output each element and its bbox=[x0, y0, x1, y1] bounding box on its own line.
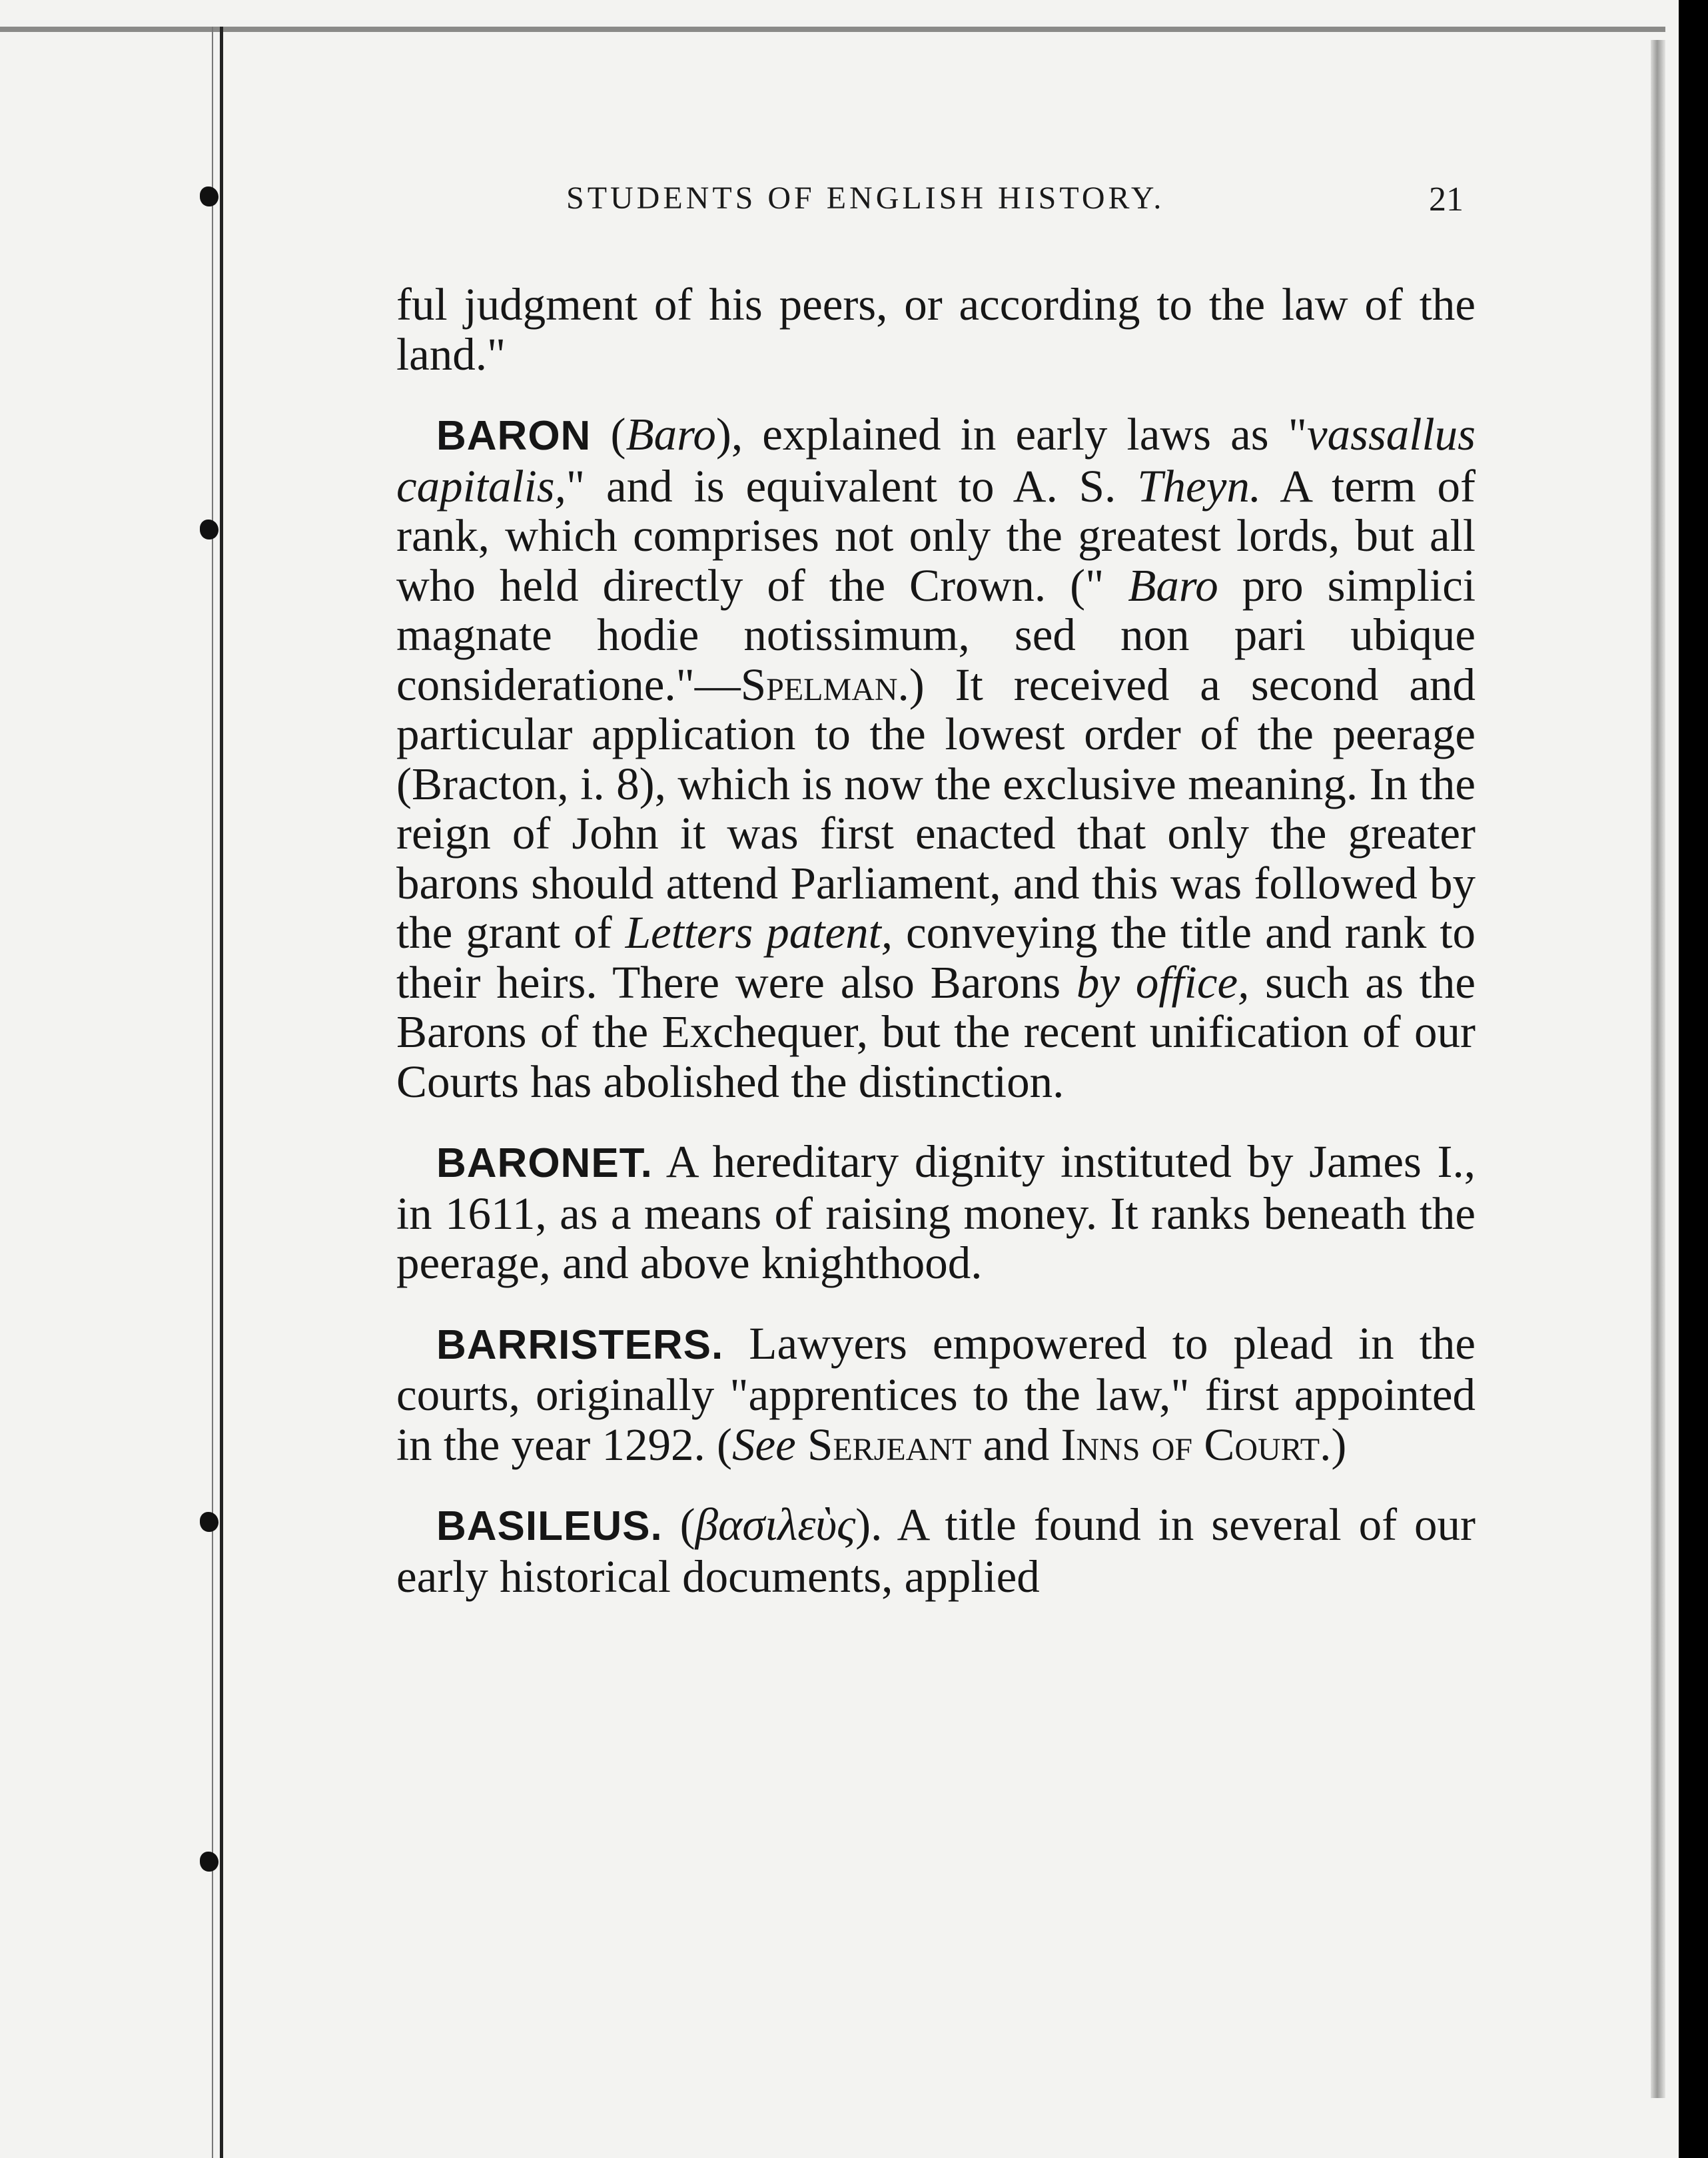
binding-stitch bbox=[200, 1512, 218, 1532]
running-header: STUDENTS OF ENGLISH HISTORY. bbox=[566, 180, 1165, 216]
binding-line bbox=[220, 27, 223, 2158]
page-top-edge bbox=[0, 27, 1665, 32]
continuation-paragraph: ful judgment of his peers, or according to the law of the land." bbox=[396, 279, 1476, 380]
entry-baron: BARON (Baro), explained in early laws as "vassallus capitalis," and is equivalent to A. S. Theyn. A term of rank, which comprises not only the greatest lords, but all who held directly of the Crown. (" Baro pro simplici magnate hodie notissimum, sed non pari ubique consideratione."—Spelman.) It received a second and particular application to the lowest order of the peerage (Bracton, i. 8), which is now the exclusive meaning. In the reign of John it was first enacted that only the greater barons should attend Parliament, and this was followed by the grant of Letters patent, conveying the title and rank to their heirs. There were also Barons by office, such as the Barons of the Exchequer, but the recent unification of our Courts has abolished the distinction. bbox=[396, 409, 1476, 1107]
body-text bbox=[396, 280, 1476, 1601]
entry-basileus: BASILEUS. (βασιλεὺς). A title found in several of our early historical documents, applied bbox=[396, 1499, 1476, 1602]
binding-shadow bbox=[212, 27, 213, 2158]
binding-stitch bbox=[200, 1852, 218, 1872]
headword: BARONET. bbox=[436, 1140, 653, 1186]
entry-baronet: BARONET. A hereditary dignity instituted by James I., in 1611, as a means of raising money. It ranks beneath the peerage, and above knighthood. bbox=[396, 1136, 1476, 1288]
entry-barristers: BARRISTERS. Lawyers empowered to plead in the courts, originally "apprentices to the law," first appointed in the year 1292. (See Serjeant and Inns of Court.) bbox=[396, 1317, 1476, 1470]
headword: BARON bbox=[436, 413, 592, 459]
page-number: 21 bbox=[1429, 180, 1464, 218]
page-right-edge bbox=[1651, 40, 1665, 2098]
headword: BARRISTERS. bbox=[436, 1321, 724, 1368]
binding-stitch bbox=[200, 520, 218, 540]
binding-stitch bbox=[200, 186, 218, 206]
headword: BASILEUS. bbox=[436, 1503, 663, 1549]
